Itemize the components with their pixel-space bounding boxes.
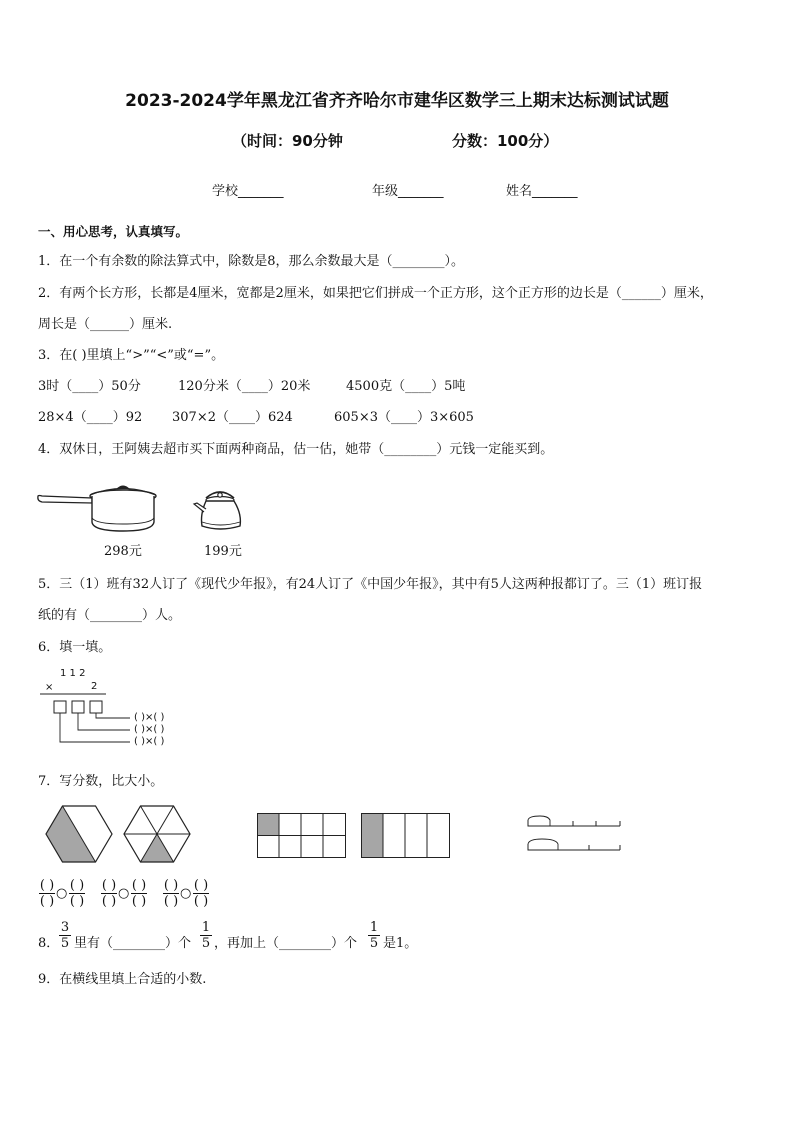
pot-illustration	[36, 484, 158, 534]
fraction-one-fifth-a: 1 5	[201, 920, 211, 951]
grid-rectangle	[257, 813, 347, 859]
kettle-illustration	[192, 484, 250, 534]
compare-circle-1: ○	[56, 886, 68, 901]
question-8-prefix: 8．	[38, 936, 60, 951]
multiplicand-digits: 1 1 2	[60, 668, 86, 679]
answer-fraction-3a: ( ) ( )	[163, 878, 179, 909]
segment-lines	[526, 814, 622, 858]
section-heading: 一、用心思考，认真填写。	[38, 224, 189, 239]
product-blank-3: ( )×( )	[134, 736, 165, 747]
answer-fraction-3b: ( ) ( )	[193, 878, 209, 909]
compare-circle-2: ○	[118, 886, 130, 901]
question-3-r2c3: 605×3（____）3×605	[334, 410, 474, 425]
question-3-stem: 3．在( )里填上“>”“<”或“=”。	[38, 348, 225, 363]
pot-price: 298元	[104, 544, 142, 559]
answer-fraction-2b: ( ) ( )	[131, 878, 147, 909]
question-2-line1: 2．有两个长方形，长都是4厘米，宽都是2厘米，如果把它们拼成一个正方形，这个正方形的边长是（______）厘米，	[38, 286, 713, 301]
question-7: 7．写分数，比大小。	[38, 774, 164, 789]
question-5-line1: 5．三（1）班有32人订了《现代少年报》，有24人订了《中国少年报》，其中有5人这两种报都订了。三（1）班订报	[38, 577, 703, 592]
fraction-three-fifths: 3 5	[60, 920, 70, 951]
page-title: 2023-2024学年黑龙江省齐齐哈尔市建华区数学三上期末达标测试试题	[125, 91, 669, 111]
product-blank-2: ( )×( )	[134, 724, 165, 735]
question-3-r1c3: 4500克（____）5吨	[346, 379, 466, 394]
question-4: 4．双休日，王阿姨去超市买下面两种商品，估一估，她带（________）元钱一定能买到。	[38, 442, 554, 457]
strip-rectangle	[361, 813, 451, 859]
question-8-part-c: ，再加上（________）个	[214, 936, 358, 951]
question-3-r2c2: 307×2（____）624	[172, 410, 293, 425]
school-field: 学校_______	[212, 184, 284, 199]
times-sign: ×	[45, 682, 54, 693]
question-8-suffix: 是1。	[383, 936, 418, 951]
multiplication-diagram	[38, 693, 138, 751]
question-2-line2: 周长是（______）厘米.	[38, 317, 173, 332]
hexagon-half-shaded	[46, 806, 112, 862]
question-1: 1．在一个有余数的除法算式中，除数是8，那么余数最大是（________）。	[38, 254, 465, 269]
score-label: 分数：100分）	[452, 132, 559, 150]
hexagon-sixths	[124, 806, 190, 862]
time-label: （时间：90分钟	[232, 132, 343, 150]
answer-fraction-2a: ( ) ( )	[101, 878, 117, 909]
product-blank-1: ( )×( )	[134, 712, 165, 723]
question-3-r1c1: 3时（____）50分	[38, 379, 141, 394]
multiplier-digit: 2	[91, 681, 98, 692]
answer-fraction-1b: ( ) ( )	[69, 878, 85, 909]
name-field: 姓名_______	[506, 184, 578, 199]
grade-field: 年级_______	[372, 184, 444, 199]
question-6: 6．填一填。	[38, 640, 112, 655]
question-3-r1c2: 120分米（____）20米	[178, 379, 311, 394]
answer-fraction-1a: ( ) ( )	[39, 878, 55, 909]
question-5-line2: 纸的有（________）人。	[38, 608, 182, 623]
fraction-one-fifth-b: 1 5	[369, 920, 379, 951]
question-8-part-b: 里有（________）个	[74, 936, 192, 951]
question-9: 9．在横线里填上合适的小数.	[38, 972, 207, 987]
compare-circle-3: ○	[180, 886, 192, 901]
question-3-r2c1: 28×4（____）92	[38, 410, 143, 425]
kettle-price: 199元	[204, 544, 242, 559]
